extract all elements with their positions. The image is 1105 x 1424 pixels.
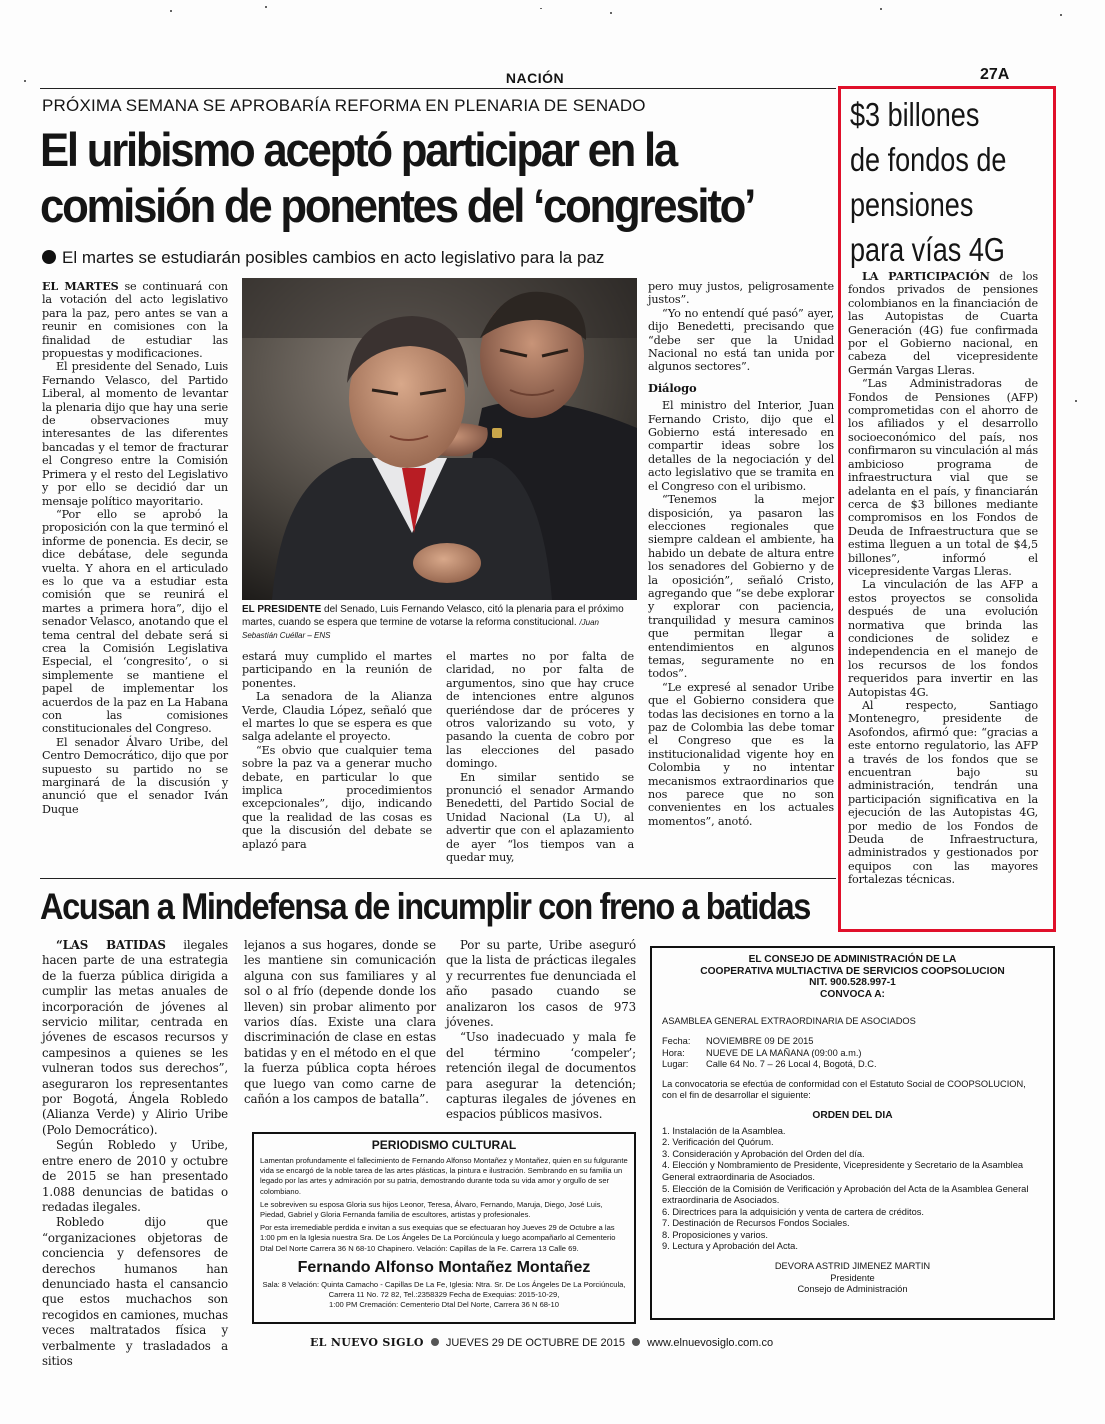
headline-line-2: comisión de ponentes del ‘congresito’ xyxy=(40,179,755,232)
paragraph: El presidente del Senado, Luis Fernando Velasco, del Partido Liberal, al momento de levantar la plenaria dijo que hay una serie de observaciones muy interesantes de las diferentes bancadas y el temor de fracturar el Congreso entre la Comisión Primera y el resto del Legislativo y por ello se decidió dar un mensaje político mayoritario. xyxy=(42,360,228,508)
obituary-details: Sala: 8 Velación: Quinta Camacho - Capillas De La Fe, Iglesia: Ntra. Sr. De Los Ángeles De La Porciúncula, xyxy=(262,1279,626,1289)
paragraph xyxy=(848,270,1038,377)
paragraph xyxy=(42,938,228,1138)
agenda-item: 3. Consideración y Aprobación del Orden del día. xyxy=(662,1148,865,1159)
paragraph: “Yo no entendí qué pasó” ayer, dijo Benedetti, precisando que “debe ser que la Unidad Nacional no está tan unida por algunos sectores”. xyxy=(648,306,834,374)
paragraph: pero muy justos, peligrosamente justos”. xyxy=(648,280,834,307)
lead-in: LA PARTICIPACIÓN xyxy=(862,269,990,283)
second-article-column-3 xyxy=(446,938,636,1123)
bullet-icon xyxy=(632,1338,640,1346)
footer-url[interactable]: www.elnuevosiglo.com.co xyxy=(647,1337,774,1349)
subheading: Diálogo xyxy=(648,380,697,395)
second-article-column-1 xyxy=(42,938,228,1369)
article-headline xyxy=(40,122,784,234)
main-article-column-3 xyxy=(446,650,634,865)
sidebar-title-line: para vías 4G xyxy=(850,231,1005,268)
main-article-column-1 xyxy=(42,280,228,816)
paragraph: Robledo dijo que “organizaciones objetoras de conciencia y defensores de derechos humanos han denunciado hasta el cansancio que estos muchachos son recogidos en camiones, muchas veces maltratados física y verbalmente y trasladados a sitios xyxy=(42,1215,229,1368)
article-summary xyxy=(42,248,832,268)
notice-org: COOPERATIVA MULTIACTIVA DE SERVICIOS COOPSOLUCION xyxy=(700,965,1005,977)
paragraph: el martes no por falta de claridad, no por falta de argumentos, sino que hay cruce de intenciones entre algunos queriéndose dar de próceres y otros valorizando su voto, y pasando la cuenta de cobro por las elecciones del pasado domingo. xyxy=(446,650,634,771)
agenda-item: 1. Instalación de la Asamblea. xyxy=(662,1125,786,1136)
assembly-notice xyxy=(650,946,1055,1320)
paragraph-text: se continuará con la votación del acto legislativo para la paz, pero antes se van a reunir en comisiones con la finalidad de estudiar las propuestas y modificaciones. xyxy=(42,280,228,361)
obituary-notice xyxy=(252,1132,636,1324)
notice-nit: NIT. 900.528.997-1 xyxy=(809,977,896,989)
main-article-column-4 xyxy=(648,280,834,828)
caption-text: del Senado, Luis Fernando Velasco, citó la plenaria para el próximo martes, cuando se espera que termine de votarse la reforma constitucional. xyxy=(242,604,624,628)
page-footer xyxy=(310,1336,790,1349)
notice-orden: ORDEN DEL DIA xyxy=(812,1109,893,1121)
senators-photo-image xyxy=(242,278,637,600)
paragraph: El ministro del Interior, Juan Fernando Cristo, dijo que el Gobierno está interesado en compartir ideas sobre los detalles de la negociación y del acto legislativo que se tramita en el Congreso con el uribismo. xyxy=(648,399,834,493)
paragraph: Por su parte, Uribe aseguró que la lista de prácticas ilegales y recurrentes fue denunciada el año pasado cuando se analizaron los casos de 973 jóvenes. xyxy=(446,938,636,1030)
sidebar-body xyxy=(848,270,1038,887)
main-article-column-2 xyxy=(242,650,432,851)
header-rule xyxy=(40,88,836,89)
notice-org: EL CONSEJO DE ADMINISTRACIÓN DE LA xyxy=(748,954,957,965)
notice-role: Presidente xyxy=(830,1272,875,1283)
section-label: NACIÓN xyxy=(505,70,565,86)
obituary-details: Carrera 11 No. 72 82, Tel.:2358329 Fecha de Exequias: 2015-10-29, xyxy=(328,1290,560,1300)
notice-assembly: ASAMBLEA GENERAL EXTRAORDINARIA DE ASOCIADOS xyxy=(662,1016,916,1027)
paragraph-text: de los fondos privados de pensiones colombianos en la financiación de las Autopistas de Cuarta Generación (4G) fue confirmada por el Gobierno nacional, en cabeza del vicepresidente Germán Vargas Lleras. xyxy=(848,270,1038,377)
obituary-details: 1:00 PM Cremación: Cementerio Dtal Del Norte, Carrera 36 N 68-10 xyxy=(328,1300,559,1310)
row-value: NOVIEMBRE 09 DE 2015 xyxy=(706,1035,814,1046)
paragraph: La vinculación de las AFP a estos proyectos se consolida después de una evolución normativa que brinda las condiciones de solidez e independencia en el manejo de los recursos de los fondos requeridos para invertir en las Autopistas 4G. xyxy=(848,578,1038,699)
lead-in: EL MARTES xyxy=(42,279,119,293)
paragraph: En similar sentido se pronunció el senador Armando Benedetti, del Partido Social de Unidad Nacional (La U), al advertir que con el aplazamiento de ayer “los tiempos van a quedar muy, xyxy=(446,770,634,865)
section-rule xyxy=(40,878,836,879)
caption-lead: EL PRESIDENTE xyxy=(242,604,322,615)
agenda-item: 5. Elección de la Comisión de Verificación y Aprobación del Acta de la Asamblea General extraordinaria de Asociados. xyxy=(662,1183,1029,1206)
notice-agenda xyxy=(662,1126,1043,1254)
second-article-headline: Acusan a Mindefensa de incumplir con freno a batidas xyxy=(40,886,810,927)
agenda-item: 2. Verificación del Quórum. xyxy=(662,1137,774,1148)
photo-caption xyxy=(242,603,634,642)
paragraph: “Uso inadecuado y mala fe del término ‘compeler’; retención ilegal de documentos para asegurar la detención; capturas ilegales de jóvenes en espacios públicos masivos. xyxy=(446,1030,636,1122)
notice-date-row xyxy=(662,1036,1043,1048)
obituary-text: Por esta irremediable perdida e invitan a sus exequias que se efectuaran hoy Jueves 29 de Octubre a las 1:00 pm en la Iglesia nuestra Sra. De Los Ángeles De La Porciúncula y luego acompañarlo al Cementerio Dtal Del Norte Carrera 36 N 68-10 Chapinero. Velación: Capillas de la Fe. Carrera 13 Calle 69. xyxy=(260,1223,616,1253)
paragraph: El senador Álvaro Uribe, del Centro Democrático, dijo que por supuesto su partido no se marginará de la discusión y anunció que el senador Iván Duque xyxy=(42,735,228,816)
obituary-title: PERIODISMO CULTURAL xyxy=(371,1138,517,1152)
paragraph: estará muy cumplido el martes participando en la reunión de ponentes. xyxy=(242,650,432,690)
agenda-item: 7. Destinación de Recursos Fondos Sociales. xyxy=(662,1218,850,1229)
lead-in: “LAS BATIDAS xyxy=(56,938,166,952)
summary-text: El martes se estudiarán posibles cambios en acto legislativo para la paz xyxy=(62,248,605,267)
obituary-name: Fernando Alfonso Montañez Montañez xyxy=(297,1258,591,1276)
notice-role: Consejo de Administración xyxy=(797,1284,908,1295)
row-key: Lugar: xyxy=(662,1059,689,1070)
article-photo xyxy=(242,278,637,600)
paragraph: lejanos a sus hogares, donde se les mantiene sin comunicación alguna con sus familiares y al sol o al frío (depende donde los lleven) sin probar alimento por varios días. Existe una clara discriminación de clase en estas batidas y en el método en el que la fuerza pública copta héroes que luego van como carne de cañón a los campos de batalla”. xyxy=(244,938,436,1107)
notice-statute: La convocatoria se efectúa de conformidad con el Estatuto Social de COOPSOLUCION, con el fin de desarrollar el siguiente: xyxy=(662,1078,1026,1101)
bullet-icon xyxy=(42,250,56,264)
agenda-item: 9. Lectura y Aprobación del Acta. xyxy=(662,1241,798,1252)
paragraph xyxy=(42,280,228,360)
paragraph: Según Robledo y Uribe, entre enero de 2010 y octubre de 2015 se han presentado 1.088 denuncias de batidas o redadas ilegales. xyxy=(42,1138,228,1214)
photo-credit: /Juan Sebastián Cuéllar – ENS xyxy=(242,618,599,640)
paragraph: “Es obvio que cualquier tema sobre la paz va a generar mucho debate, en particular lo que implica procedimientos excepcionales”, dijo, indicando que la realidad de las cosas es que la discusión del debate se aplazó para xyxy=(242,743,432,851)
paragraph: “Las Administradoras de Fondos de Pensiones (AFP) comprometidas con el ahorro de los afiliados y el desarrollo socioeconómico del país, nos confirmaron su vinculación al más ambicioso programa de infraestructura vial que se adelanta en el país, y financiarán cerca de $3 billones mediante compromisos en los Fondos de Deuda de Infraestructura que se estima lleguen a un total de $4,5 billones”, informó el vicepresidente Vargas Lleras. xyxy=(848,377,1038,578)
obituary-text: Le sobreviven su esposa Gloria sus hijos Leonor, Teresa, Álvaro, Fernando, Maruja, Diego, José Luis, Piedad, Gabriel y Gloria Fernanda familia de escultores, artistas y profesionales. xyxy=(260,1199,603,1220)
paragraph: “Tenemos la mejor disposición, ya pasaron las elecciones regionales que siempre caldean el ambiente, ha habido un debate de altura entre los senadores del Gobierno y de la oposición”, señaló Cristo, agregando que “se debe explorar y explorar con paciencia, tranquilidad y mesura caminos que permitan llegar a entendimientos en algunos temas, seguramente no en todos”. xyxy=(648,493,834,681)
paragraph: Al respecto, Santiago Montenegro, presidente de Asofondos, afirmó que: “gracias a este entorno regulatorio, las AFP a través de los fondos que se encuentran bajo su administración, tendrán una participación significativa en la ejecución de las Autopistas 4G, por medio de los Fondos de Deuda de Infraestructura, administrados y gestionados por equipos con las mayores fortalezas técnicas. xyxy=(848,699,1038,887)
sidebar-title xyxy=(850,92,1047,272)
agenda-item: 4. Elección y Nombramiento de Presidente, Vicepresidente y Secretario de la Asamblea General extraordinaria de Asociados. xyxy=(662,1160,1024,1182)
obituary-text: Lamentan profundamente el fallecimiento de Fernando Alfonso Montañez y Montañez, quien en su fulgurante vida se encargó de la noble tarea de las artes plásticas, la pintura e ilustración. Sembrando en su familia un legado por las artes y admiración por su patria, demostrando durante toda su vida amor y orgullo de ser colombiano. xyxy=(260,1156,628,1196)
row-key: Fecha: xyxy=(662,1035,691,1046)
page-number: 27A xyxy=(980,66,1010,83)
footer-date: JUEVES 29 DE OCTUBRE DE 2015 xyxy=(445,1337,625,1349)
notice-place-row xyxy=(662,1059,1043,1071)
agenda-item: 6. Directrices para la adquisición y venta de cartera de créditos. xyxy=(662,1206,924,1217)
paragraph: La senadora de la Alianza Verde, Claudia López, señaló que el martes lo que se espera es que salga adelante el proyecto. xyxy=(242,690,432,744)
notice-signer: DEVORA ASTRID JIMENEZ MARTIN xyxy=(774,1261,931,1272)
sidebar-title-line: pensiones xyxy=(850,186,974,223)
footer-brand: EL NUEVO SIGLO xyxy=(310,1336,424,1349)
paragraph: “Le expresé al senador Uribe que el Gobierno considera que todas las decisiones en torno a la paz de Colombia las debe tomar el Congreso que es la institucionalidad vigente hoy en Colombia y no intentar mecanismos extraordinarios que nos parece que no son convenientes en los actuales momentos”, anotó. xyxy=(648,680,834,828)
sidebar-title-line: de fondos de xyxy=(850,141,1007,178)
row-key: Hora: xyxy=(662,1047,685,1058)
row-value: Calle 64 No. 7 – 26 Local 4, Bogotá, D.C. xyxy=(706,1059,877,1070)
headline-line-1: El uribismo aceptó participar en la xyxy=(40,123,677,176)
sidebar-title-line: $3 billones xyxy=(850,96,980,133)
notice-convoca: CONVOCA A: xyxy=(820,988,885,1000)
agenda-item: 8. Proposiciones y varios. xyxy=(662,1229,768,1240)
bullet-icon xyxy=(431,1338,439,1346)
paragraph-text: ilegales hacen parte de una estrategia de la fuerza pública dirigida a cumplir las metas anuales de incorporación de jóvenes al servicio militar, centrada en jóvenes de escasos recursos y campesinos a quienes se les vulneran todos sus derechos”, aseguraron los representantes por Bogotá, Ángela Robledo (Alianza Verde) y Alirio Uribe (Polo Democrático). xyxy=(42,938,228,1137)
second-article-column-2 xyxy=(244,938,436,1107)
row-value: NUEVE DE LA MAÑANA (09:00 a.m.) xyxy=(706,1047,862,1058)
notice-time-row xyxy=(662,1048,1043,1060)
article-kicker: PRÓXIMA SEMANA SE APROBARÍA REFORMA EN PLENARIA DE SENADO xyxy=(42,96,646,115)
paragraph: “Por ello se aprobó la proposición con la que terminó el informe de ponencia. Es decir, se dice debátase, dele segunda vuelta. Y ahora en el articulado es lo que va a estudiar esta comisión que se reunirá el martes a primera hora”, dijo el senador Velasco, anotando que el tema central del debate será si crea la Comisión Legislativa Especial, el ‘congresito’, o si simplemente se mantiene el papel de implementar los acuerdos de la paz en La Habana con las comisiones constitucionales del Congreso. xyxy=(42,507,228,736)
